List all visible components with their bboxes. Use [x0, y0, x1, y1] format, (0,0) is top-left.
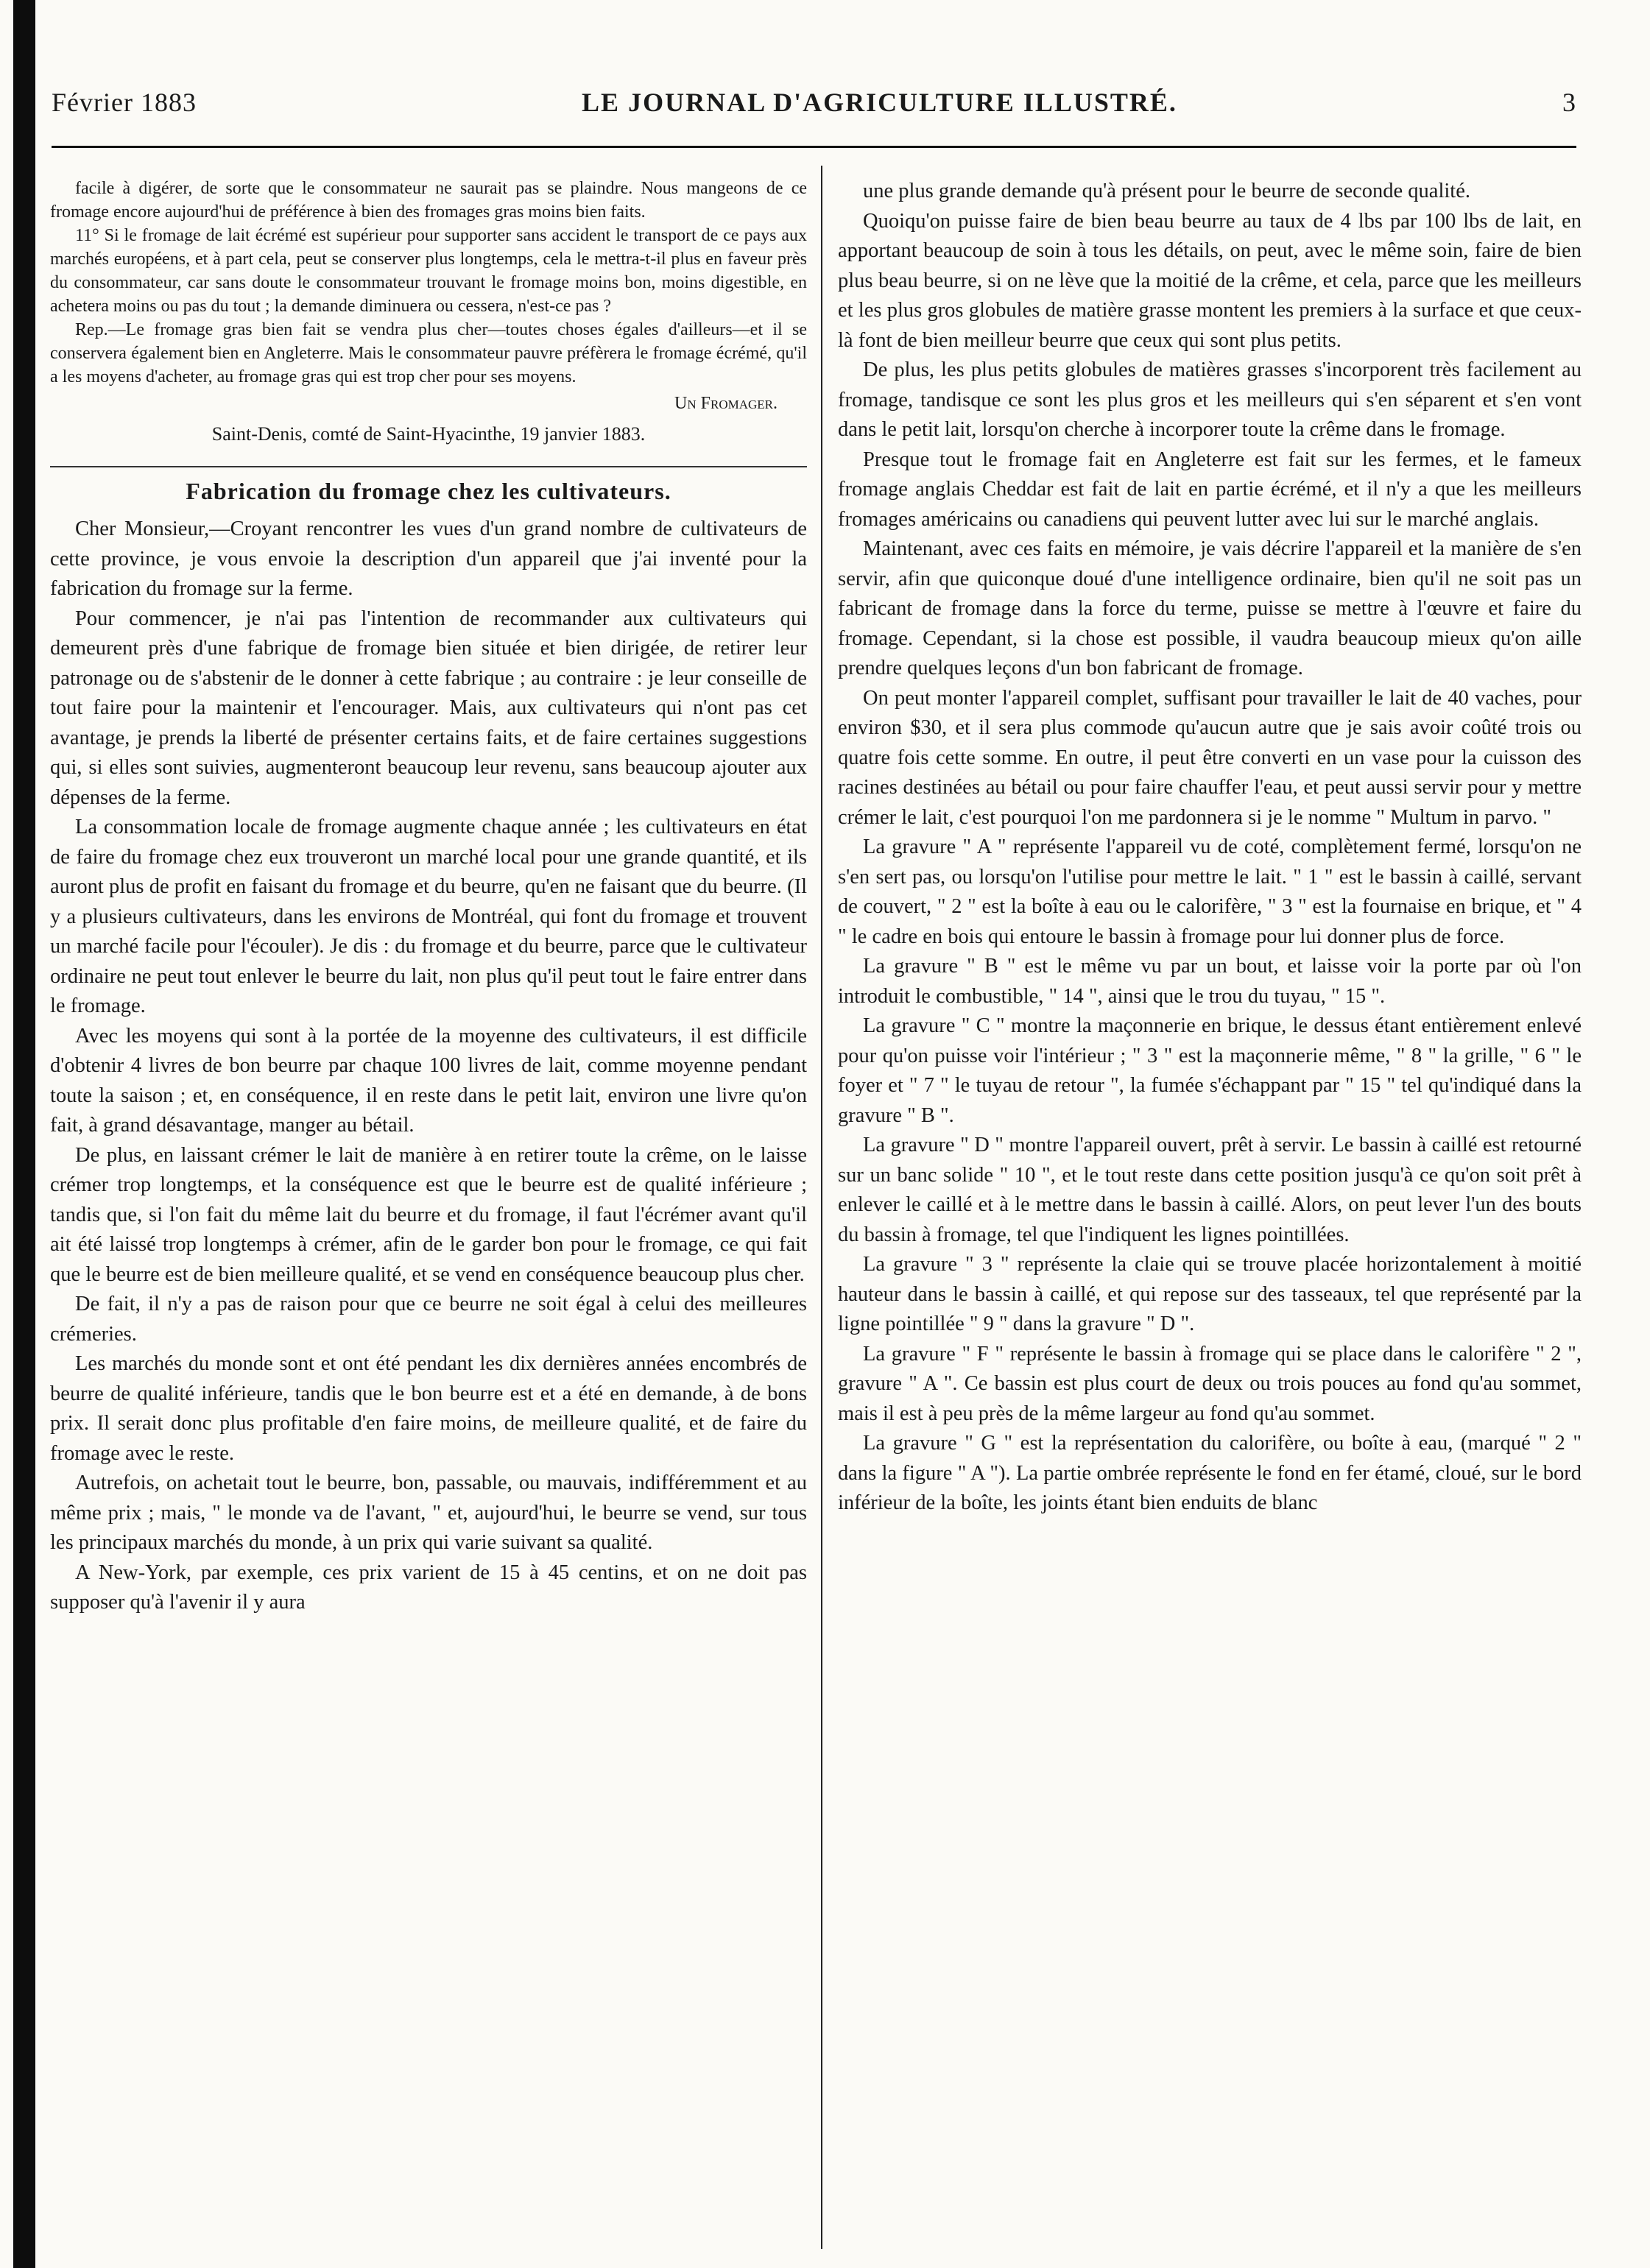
letter-continuation — [50, 177, 807, 415]
article-paragraph: A New-York, par exemple, ces prix varient de 15 à 45 centins, et on ne doit pas supposer qu'à l'avenir il y aura — [50, 1561, 807, 1614]
article-paragraph: une plus grande demande qu'à présent pour le beurre de seconde qualité. — [863, 180, 1470, 202]
page-number: 3 — [1562, 88, 1576, 117]
article-paragraph: Quoiqu'on puisse faire de bien beau beurre au taux de 4 lbs par 100 lbs de lait, en apportant beaucoup de soin à tous les détails, on peut, avec le même soin, faire de bien plus beau beurre, si on ne lève que la moitié de la crême, et cela, parce que les meilleurs et les plus gros globules de matière grasse montent les premiers à la surface et que ceux-là font de bien meilleur beurre que ceux qui sont plus petits. — [838, 209, 1582, 352]
article-paragraph: Pour commencer, je n'ai pas l'intention de recommander aux cultivateurs qui demeurent près d'une fabrique de fromage bien située et bien dirigée, de retirer leur patronage ou de s'abstenir de le donner à cette fabrique ; au contraire : je leur conseille de tout faire pour la maintenir et l'encourager. Mais, aux cultivateurs qui n'ont pas cet avantage, je prends la liberté de présenter certains faits, et de faire certaines suggestions qui, si elles sont suivies, augmenteront beaucoup leur revenu, sans beaucoup ajouter aux dépenses de la ferme. — [50, 607, 807, 809]
article-paragraph: La gravure " B " est le même vu par un bout, et laisse voir la porte par où l'on introduit le combustible, " 14 ", ainsi que le trou du tuyau, " 15 ". — [838, 955, 1582, 1008]
page-header — [52, 87, 1576, 131]
left-column — [50, 177, 807, 2253]
article-paragraph: De fait, il n'y a pas de raison pour que ce beurre ne soit égal à celui des meilleures crémeries. — [50, 1293, 807, 1346]
article-paragraph: On peut monter l'appareil complet, suffisant pour travailler le lait de 40 vaches, pour environ $30, et il sera plus commode qu'aucun autre que je sais avoir coûté trois ou quatre fois cette somme. En outre, il peut être converti en un vase pour la cuisson des racines destinées au bétail ou pour faire chauffer l'eau, et peut aussi servir pour y mettre crémer le lait, c'est pourquoi l'on me pardonnera si je le nomme " Multum in parvo. " — [838, 686, 1582, 829]
letter-paragraph: 11° Si le fromage de lait écrémé est supérieur pour supporter sans accident le transport de ce pays aux marchés européens, et à part cela, peut se conserver plus longtemps, cela le mettra-t-il plus en faveur près du consommateur, car sans doute le consommateur trouvant le fromage moins bon, moins digestible, en achetera moins ou pas du tout ; la demande diminuera ou cessera, n'est-ce pas ? — [50, 226, 807, 316]
article-paragraph: De plus, en laissant crémer le lait de manière à en retirer toute la crême, on le laisse crémer trop longtemps, et la conséquence est que le beurre est de qualité inférieure ; tandis que, si l'on fait du même lait du beurre et du fromage, il faut l'écrémer avant qu'il ait été laissé trop longtemps à crémer, afin de le garder bon pour le fromage, ce qui fait que le beurre est de bien meilleure qualité, et se vend en conséquence beaucoup plus cher. — [50, 1143, 807, 1286]
journal-title: LE JOURNAL D'AGRICULTURE ILLUSTRÉ. — [582, 88, 1177, 117]
article-paragraph: La gravure " 3 " représente la claie qui se trouve placée horizontalement à moitié hauteur dans le bassin à caillé, et qui repose sur des tasseaux, tel que représenté par la ligne pointillée " 9 " dans la gravure " D ". — [838, 1253, 1582, 1335]
header-rule — [52, 146, 1576, 148]
article-paragraph: De plus, les plus petits globules de matières grasses s'incorporent très facilement au fromage, tandisque ce sont les plus gros et les meilleurs qui s'en séparent et s'en vont dans le petit lait, lorsqu'on cherche à incorporer toute la crême dans le fromage. — [838, 358, 1582, 441]
article-paragraph: La gravure " D " montre l'appareil ouvert, prêt à servir. Le bassin à caillé est retourné sur un banc solide " 10 ", et le tout reste dans cette position jusqu'à ce qu'on soit prêt à enlever le caillé et à le mettre dans le bassin à caillé. Alors, on peut lever l'un des bouts du bassin à fromage, tel que l'indiquent les lignes pointillées. — [838, 1134, 1582, 1246]
article-paragraph: La consommation locale de fromage augmente chaque année ; les cultivateurs en état de faire du fromage chez eux trouveront un marché local pour une grande quantité, et ils auront plus de profit en faisant du fromage et du beurre, qu'en ne faisant que du beurre. (Il y a plusieurs cultivateurs, dans les environs de Montréal, qui font du fromage et trouvent un marché facile pour l'écouler). Je dis : du fromage et du beurre, parce que le cultivateur ordinaire ne peut tout enlever le beurre du lait, non plus qu'il peut tout le faire entrer dans le fromage. — [50, 816, 807, 1017]
article-paragraph: Les marchés du monde sont et ont été pendant les dix dernières années encombrés de beurre de qualité inférieure, tandis que le bon beurre est et a été en demande, à de bons prix. Il serait donc plus profitable d'en faire moins, de meilleure qualité, et de faire du fromage avec le reste. — [50, 1352, 807, 1465]
section-rule — [50, 466, 807, 467]
page-binding-edge — [13, 0, 35, 2268]
article-paragraph: La gravure " F " représente le bassin à fromage qui se place dans le calorifère " 2 ", gravure " A ". Ce bassin est plus court de deux ou trois pouces au fond qu'au sommet, mais il est à peu près de la même largeur au fond qu'au sommet. — [838, 1342, 1582, 1425]
letter-paragraph: facile à digérer, de sorte que le consommateur ne saurait pas se plaindre. Nous mangeons de ce fromage encore aujourd'hui de préférence à bien des fromages gras moins bien faits. — [50, 179, 807, 222]
article-paragraph: Avec les moyens qui sont à la portée de la moyenne des cultivateurs, il est difficile d'obtenir 4 livres de bon beurre par chaque 100 livres de lait, comme moyenne pendant toute la saison ; et, en conséquence, il en reste dans le petit lait, environ une livre qu'on fait, à grand désavantage, manger au bétail. — [50, 1024, 807, 1137]
article-paragraph: Cher Monsieur,—Croyant rencontrer les vues d'un grand nombre de cultivateurs de cette province, je vous envoie la description d'un appareil que j'ai inventé pour la fabrication du fromage sur la ferme. — [50, 517, 807, 600]
right-column — [838, 177, 1582, 2253]
article-paragraph: Presque tout le fromage fait en Angleterre est fait sur les fermes, et le fameux fromage anglais Cheddar est fait de lait en partie écrémé, et il n'y a que les meilleurs fromages américains ou canadiens qui peuvent lutter avec lui sur le marché anglais. — [838, 448, 1582, 531]
letter-dateline: Saint-Denis, comté de Saint-Hyacinthe, 19 janvier 1883. — [211, 423, 646, 445]
article-paragraph: Maintenant, avec ces faits en mémoire, je vais décrire l'appareil et la manière de s'en servir, afin que quiconque doué d'une intelligence ordinaire, bien qu'il ne soit pas un fabricant de fromage dans la force du terme, puisse se mettre à l'œuvre et faire du fromage. Cependant, si la chose est possible, il vaudra beaucoup mieux qu'on aille prendre quelques leçons d'un bon fabricant de fromage. — [838, 537, 1582, 679]
article-paragraph: La gravure " A " représente l'appareil vu de coté, complètement fermé, lorsqu'on ne s'en sert pas, ou lorsqu'on l'utilise pour mettre le lait. " 1 " est le bassin à caillé, servant de couvert, " 2 " est la boîte à eau ou le calorifère, " 3 " est la fournaise en brique, et " 4 " le cadre en bois qui entoure le bassin à fromage pour lui donner plus de force. — [838, 836, 1582, 948]
article-paragraph: Autrefois, on achetait tout le beurre, bon, passable, ou mauvais, indifféremment et au même prix ; mais, " le monde va de l'avant, " et, aujourd'hui, le beurre se vend, sur tous les principaux marchés du monde, à un prix qui varie suivant sa qualité. — [50, 1472, 807, 1554]
article-paragraph: La gravure " G " est la représentation du calorifère, ou boîte à eau, (marqué " 2 " dans la figure " A "). La partie ombrée représente le fond en fer étamé, cloué, sur le bord inférieur de la boîte, les joints étant bien enduits de blanc — [838, 1432, 1582, 1514]
article-paragraph: La gravure " C " montre la maçonnerie en brique, le dessus étant entièrement enlevé pour qu'on puisse voir l'intérieur ; " 3 " est la maçonnerie même, " 8 " la grille, " 6 " le foyer et " 7 " le tuyau de retour ", la fumée s'échappant par " 15 " tel qu'indiqué dans la gravure " B ". — [838, 1014, 1582, 1127]
issue-date: Février 1883 — [52, 88, 197, 117]
article-title: Fabrication du fromage chez les cultivateurs. — [186, 477, 671, 504]
letter-signature: Un Fromager. — [674, 394, 778, 413]
column-divider — [821, 166, 822, 2249]
letter-paragraph: Rep.—Le fromage gras bien fait se vendra plus cher—toutes choses égales d'ailleurs—et il se conservera également bien en Angleterre. Mais le consommateur pauvre préfèrera le fromage écrémé, qu'il a les moyens d'acheter, au fromage gras qui est trop cher pour ses moyens. — [50, 320, 807, 386]
